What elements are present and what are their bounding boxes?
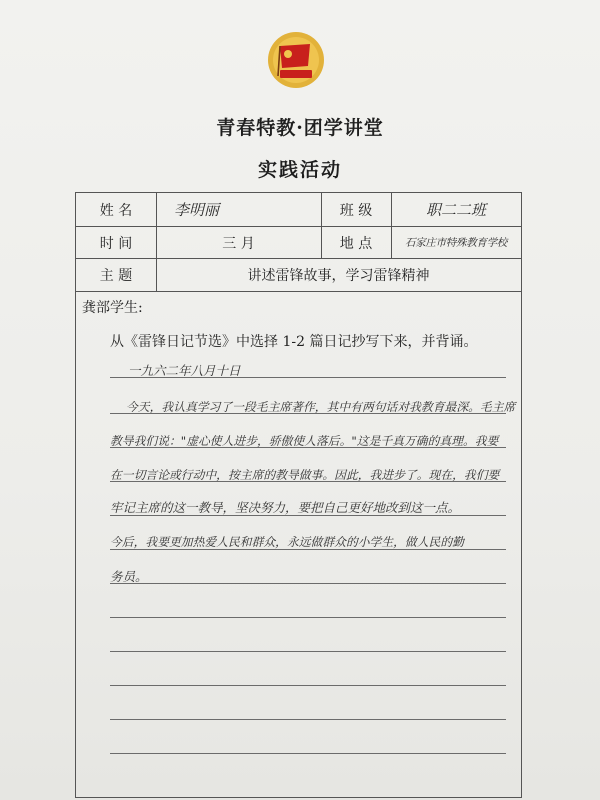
page-title: 青春特教·团学讲堂 xyxy=(216,117,384,139)
writing-line xyxy=(110,447,506,448)
writing-line xyxy=(110,685,506,686)
writing-line xyxy=(110,753,506,754)
form-row-topic xyxy=(76,259,521,292)
writing-line xyxy=(110,549,506,550)
writing-line xyxy=(110,413,506,414)
place-value: 石家庄市特殊教育学校 xyxy=(405,237,507,249)
time-value: 三 月 xyxy=(222,235,255,252)
salutation: 龚部学生: xyxy=(82,300,143,316)
writing-line xyxy=(110,481,506,482)
form-row-name xyxy=(76,193,521,227)
name-value: 李明丽 xyxy=(174,201,220,219)
form-row-time xyxy=(76,227,521,259)
writing-line xyxy=(110,515,506,516)
topic-value: 讲述雷锋故事，学习雷锋精神 xyxy=(247,268,430,284)
instruction-text: 从《雷锋日记节选》中选择 1-2 篇日记抄写下来，并背诵。 xyxy=(110,334,478,350)
writing-line xyxy=(110,651,506,652)
diary-line: 在一切言论或行动中，按主席的教导做事。因此，我进步了。现在，我们要 xyxy=(110,468,500,482)
diary-line: 务员。 xyxy=(110,569,148,584)
diary-date: 一九六二年八月十日 xyxy=(128,363,241,378)
writing-line xyxy=(110,719,506,720)
class-label: 班 级 xyxy=(339,202,373,219)
activity-form xyxy=(75,192,522,798)
diary-line: 牢记主席的这一教导，坚决努力，要把自己更好地改到这一点。 xyxy=(110,500,461,515)
topic-label: 主 题 xyxy=(99,268,133,284)
diary-line: 教导我们说："虚心使人进步，骄傲使人落后。"这是千真万确的真理。我要 xyxy=(110,434,499,448)
page-subtitle: 实践活动 xyxy=(257,159,342,181)
writing-line xyxy=(110,617,506,618)
youth-league-emblem-icon xyxy=(266,30,326,90)
writing-line xyxy=(110,583,506,584)
diary-line: 今天，我认真学习了一段毛主席著作，其中有两句话对我教育最深。毛主席 xyxy=(126,400,516,414)
writing-line xyxy=(110,377,506,378)
diary-line: 今后，我要更加热爱人民和群众，永远做群众的小学生，做人民的勤 xyxy=(110,535,464,549)
place-label: 地 点 xyxy=(339,235,373,252)
time-label: 时 间 xyxy=(99,235,133,252)
class-value: 职二二班 xyxy=(425,201,486,219)
name-label: 姓 名 xyxy=(99,202,133,219)
